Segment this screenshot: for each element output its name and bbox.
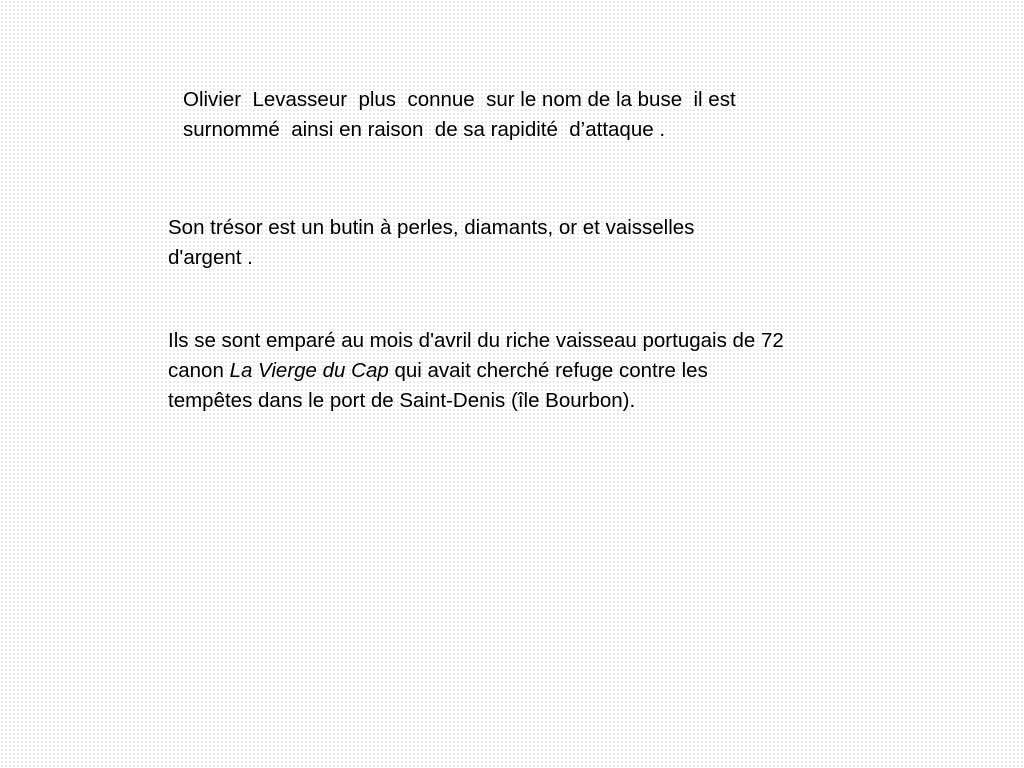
paragraph-line: Ils se sont emparé au mois d'avril du riche vaisseau portugais de 72: [168, 329, 784, 352]
paragraph-vaisseau: [168, 326, 784, 416]
paragraph-line: Olivier Levasseur plus connue sur le nom de la buse il est: [183, 88, 736, 111]
paragraph-line: tempêtes dans le port de Saint-Denis (île Bourbon).: [168, 389, 636, 412]
paragraph-tresor: [168, 213, 694, 273]
ship-name: La Vierge du Cap: [229, 359, 389, 382]
line-prefix: canon: [168, 359, 230, 382]
paragraph-line: Son trésor est un butin à perles, diamants, or et vaisselles: [168, 216, 695, 239]
paragraph-line: [168, 356, 784, 386]
paragraph-line: surnommé ainsi en raison de sa rapidité d’attaque .: [183, 118, 666, 141]
paragraph-levasseur: [183, 85, 736, 145]
line-suffix: qui avait cherché refuge contre les: [388, 359, 708, 382]
paragraph-line: d'argent .: [168, 246, 253, 269]
